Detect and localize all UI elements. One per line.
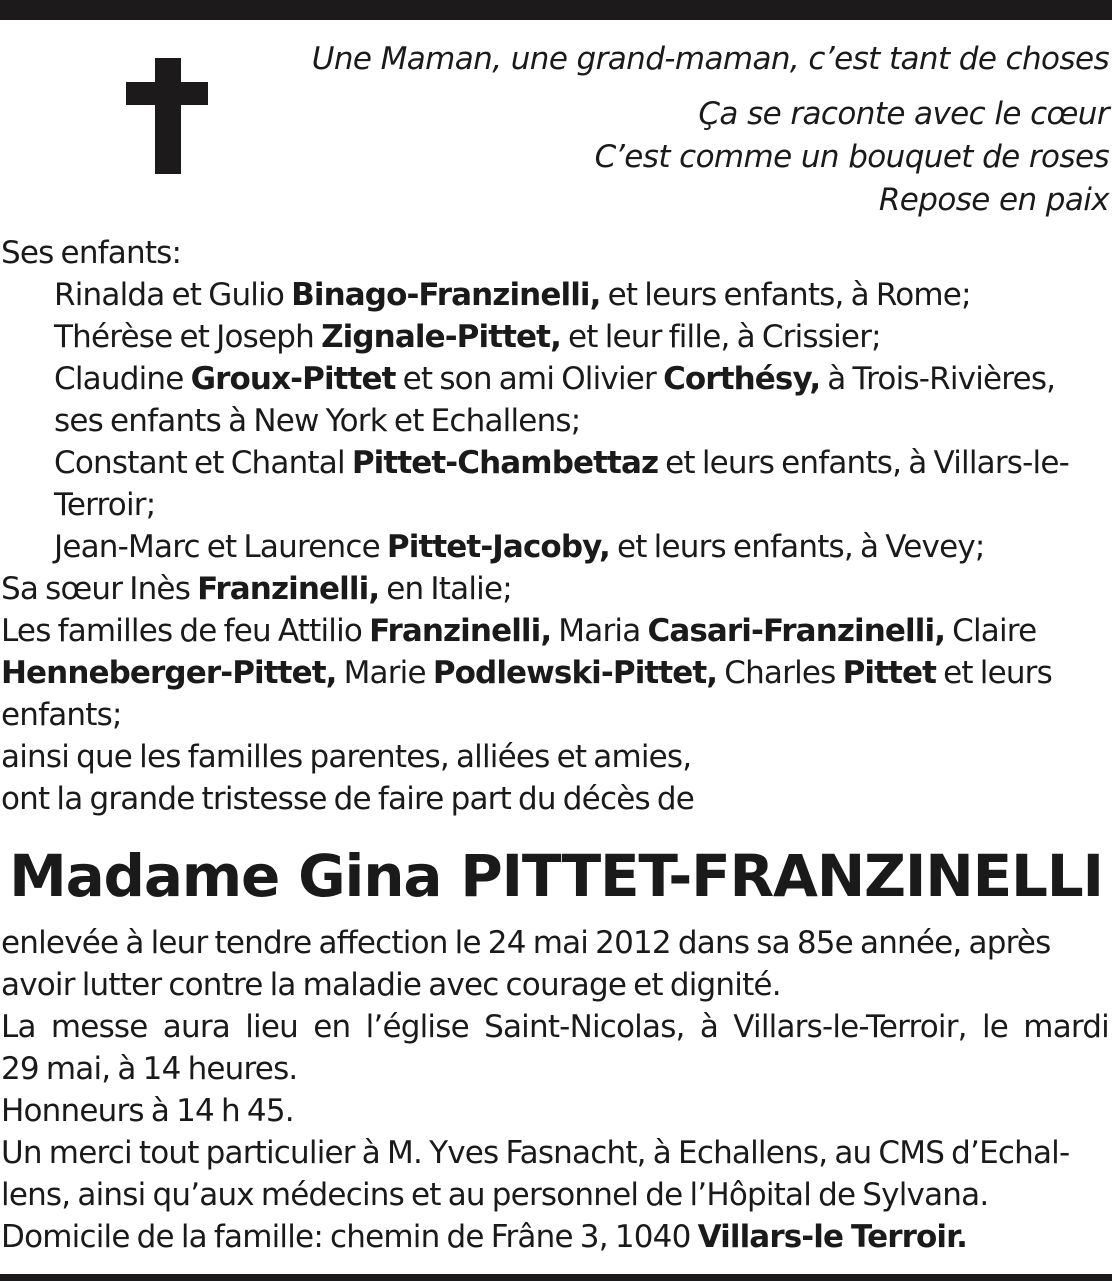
cross-icon [126, 58, 208, 174]
details-line: 29 mai, à 14 heures. [1, 1051, 298, 1087]
details-line: lens, ainsi qu’aux médecins et au personnel de l’Hôpital de Sylvana. [1, 1177, 989, 1213]
surname: Pittet-Chambettaz [351, 445, 659, 481]
family-list [1, 232, 1109, 820]
entry-detail: à Trois-Rivières, [820, 361, 1056, 397]
entry-text: Claire [945, 613, 1037, 649]
poem [289, 38, 1109, 222]
poem-line: Une Maman, une grand-maman, c’est tant de choses [311, 41, 1109, 77]
entry-text: Marie [336, 655, 433, 691]
family-address [1, 1216, 1109, 1258]
details-line: Un merci tout particulier à M. Yves Fasnacht, à Echallens, au CMS d’Echal- [1, 1135, 1070, 1171]
details-line: Honneurs à 14 h 45. [1, 1093, 294, 1129]
given-names: Thérèse et Joseph [54, 319, 322, 355]
surname: Groux-Pittet [190, 361, 396, 397]
extended-family-line: ainsi que les familles parentes, alliées et amies, [1, 739, 692, 775]
surname: Pittet-Jacoby, [386, 529, 610, 565]
details-line: avoir lutter contre la maladie avec courage et dignité. [1, 967, 781, 1003]
poem-line: Ça se raconte avec le cœur [698, 96, 1109, 132]
announcement-line: ont la grande tristesse de faire part du décès de [1, 781, 695, 817]
address-text: Domicile de la famille: chemin de Frâne 3, 1040 [1, 1219, 698, 1255]
address-locality: Villars-le Terroir. [697, 1219, 967, 1255]
entry-text: et leurs [936, 655, 1052, 691]
given-names: Jean-Marc et Laurence [54, 529, 387, 565]
funeral-details [1, 922, 1109, 1258]
entry-detail: et leur fille, à Crissier; [560, 319, 881, 355]
family-entry-continued: ses enfants à New York et Echallens; [54, 403, 581, 439]
entry-detail: et leurs enfants, à Villars-le- [658, 445, 1069, 481]
family-entry [1, 316, 1109, 358]
entry-detail: en Italie; [379, 571, 512, 607]
surname: Zignale-Pittet, [321, 319, 561, 355]
entry-detail: et leurs enfants, à Rome; [600, 277, 971, 313]
surname: Henneberger-Pittet, [1, 655, 337, 691]
surname: Podlewski-Pittet, [432, 655, 718, 691]
surname: Franzinelli, [197, 571, 380, 607]
surname: Binago-Franzinelli, [291, 277, 601, 313]
entry-detail: et son ami Olivier [395, 361, 664, 397]
families-entry-continued [1, 652, 1109, 694]
families-entry [1, 610, 1109, 652]
family-entry [1, 274, 1109, 316]
entry-detail: et leurs enfants, à Vevey; [609, 529, 985, 565]
family-entry [1, 526, 1109, 568]
children-heading: Ses enfants: [1, 235, 182, 271]
given-names: Constant et Chantal [54, 445, 352, 481]
given-names: Claudine [54, 361, 191, 397]
poem-line: C’est comme un bouquet de roses [594, 139, 1109, 175]
family-entry-continued: Terroir; [54, 487, 156, 523]
top-border-rule [0, 0, 1112, 20]
details-line: enlevée à leur tendre affection le 24 mai 2012 dans sa 85e année, après [1, 925, 1051, 961]
family-entry [1, 358, 1109, 400]
surname: Franzinelli, [369, 613, 552, 649]
families-entry-continued: enfants; [1, 697, 122, 733]
surname: Pittet [842, 655, 937, 691]
details-line: La messe aura lieu en l’église Saint-Nicolas, à Villars-le-Terroir, le mardi [1, 1009, 1109, 1045]
given-names: Sa sœur Inès [1, 571, 198, 607]
surname: Casari-Franzinelli, [647, 613, 946, 649]
family-entry [1, 442, 1109, 484]
deceased-name: Madame Gina PITTET-FRANZINELLI [9, 842, 1103, 910]
surname: Corthésy, [663, 361, 821, 397]
poem-line: Repose en paix [878, 182, 1109, 218]
sister-entry [1, 568, 1109, 610]
bottom-border-rule [0, 1274, 1112, 1281]
entry-text: Les familles de feu Attilio [1, 613, 370, 649]
entry-text: Maria [551, 613, 648, 649]
entry-text: Charles [717, 655, 843, 691]
given-names: Rinalda et Gulio [54, 277, 292, 313]
